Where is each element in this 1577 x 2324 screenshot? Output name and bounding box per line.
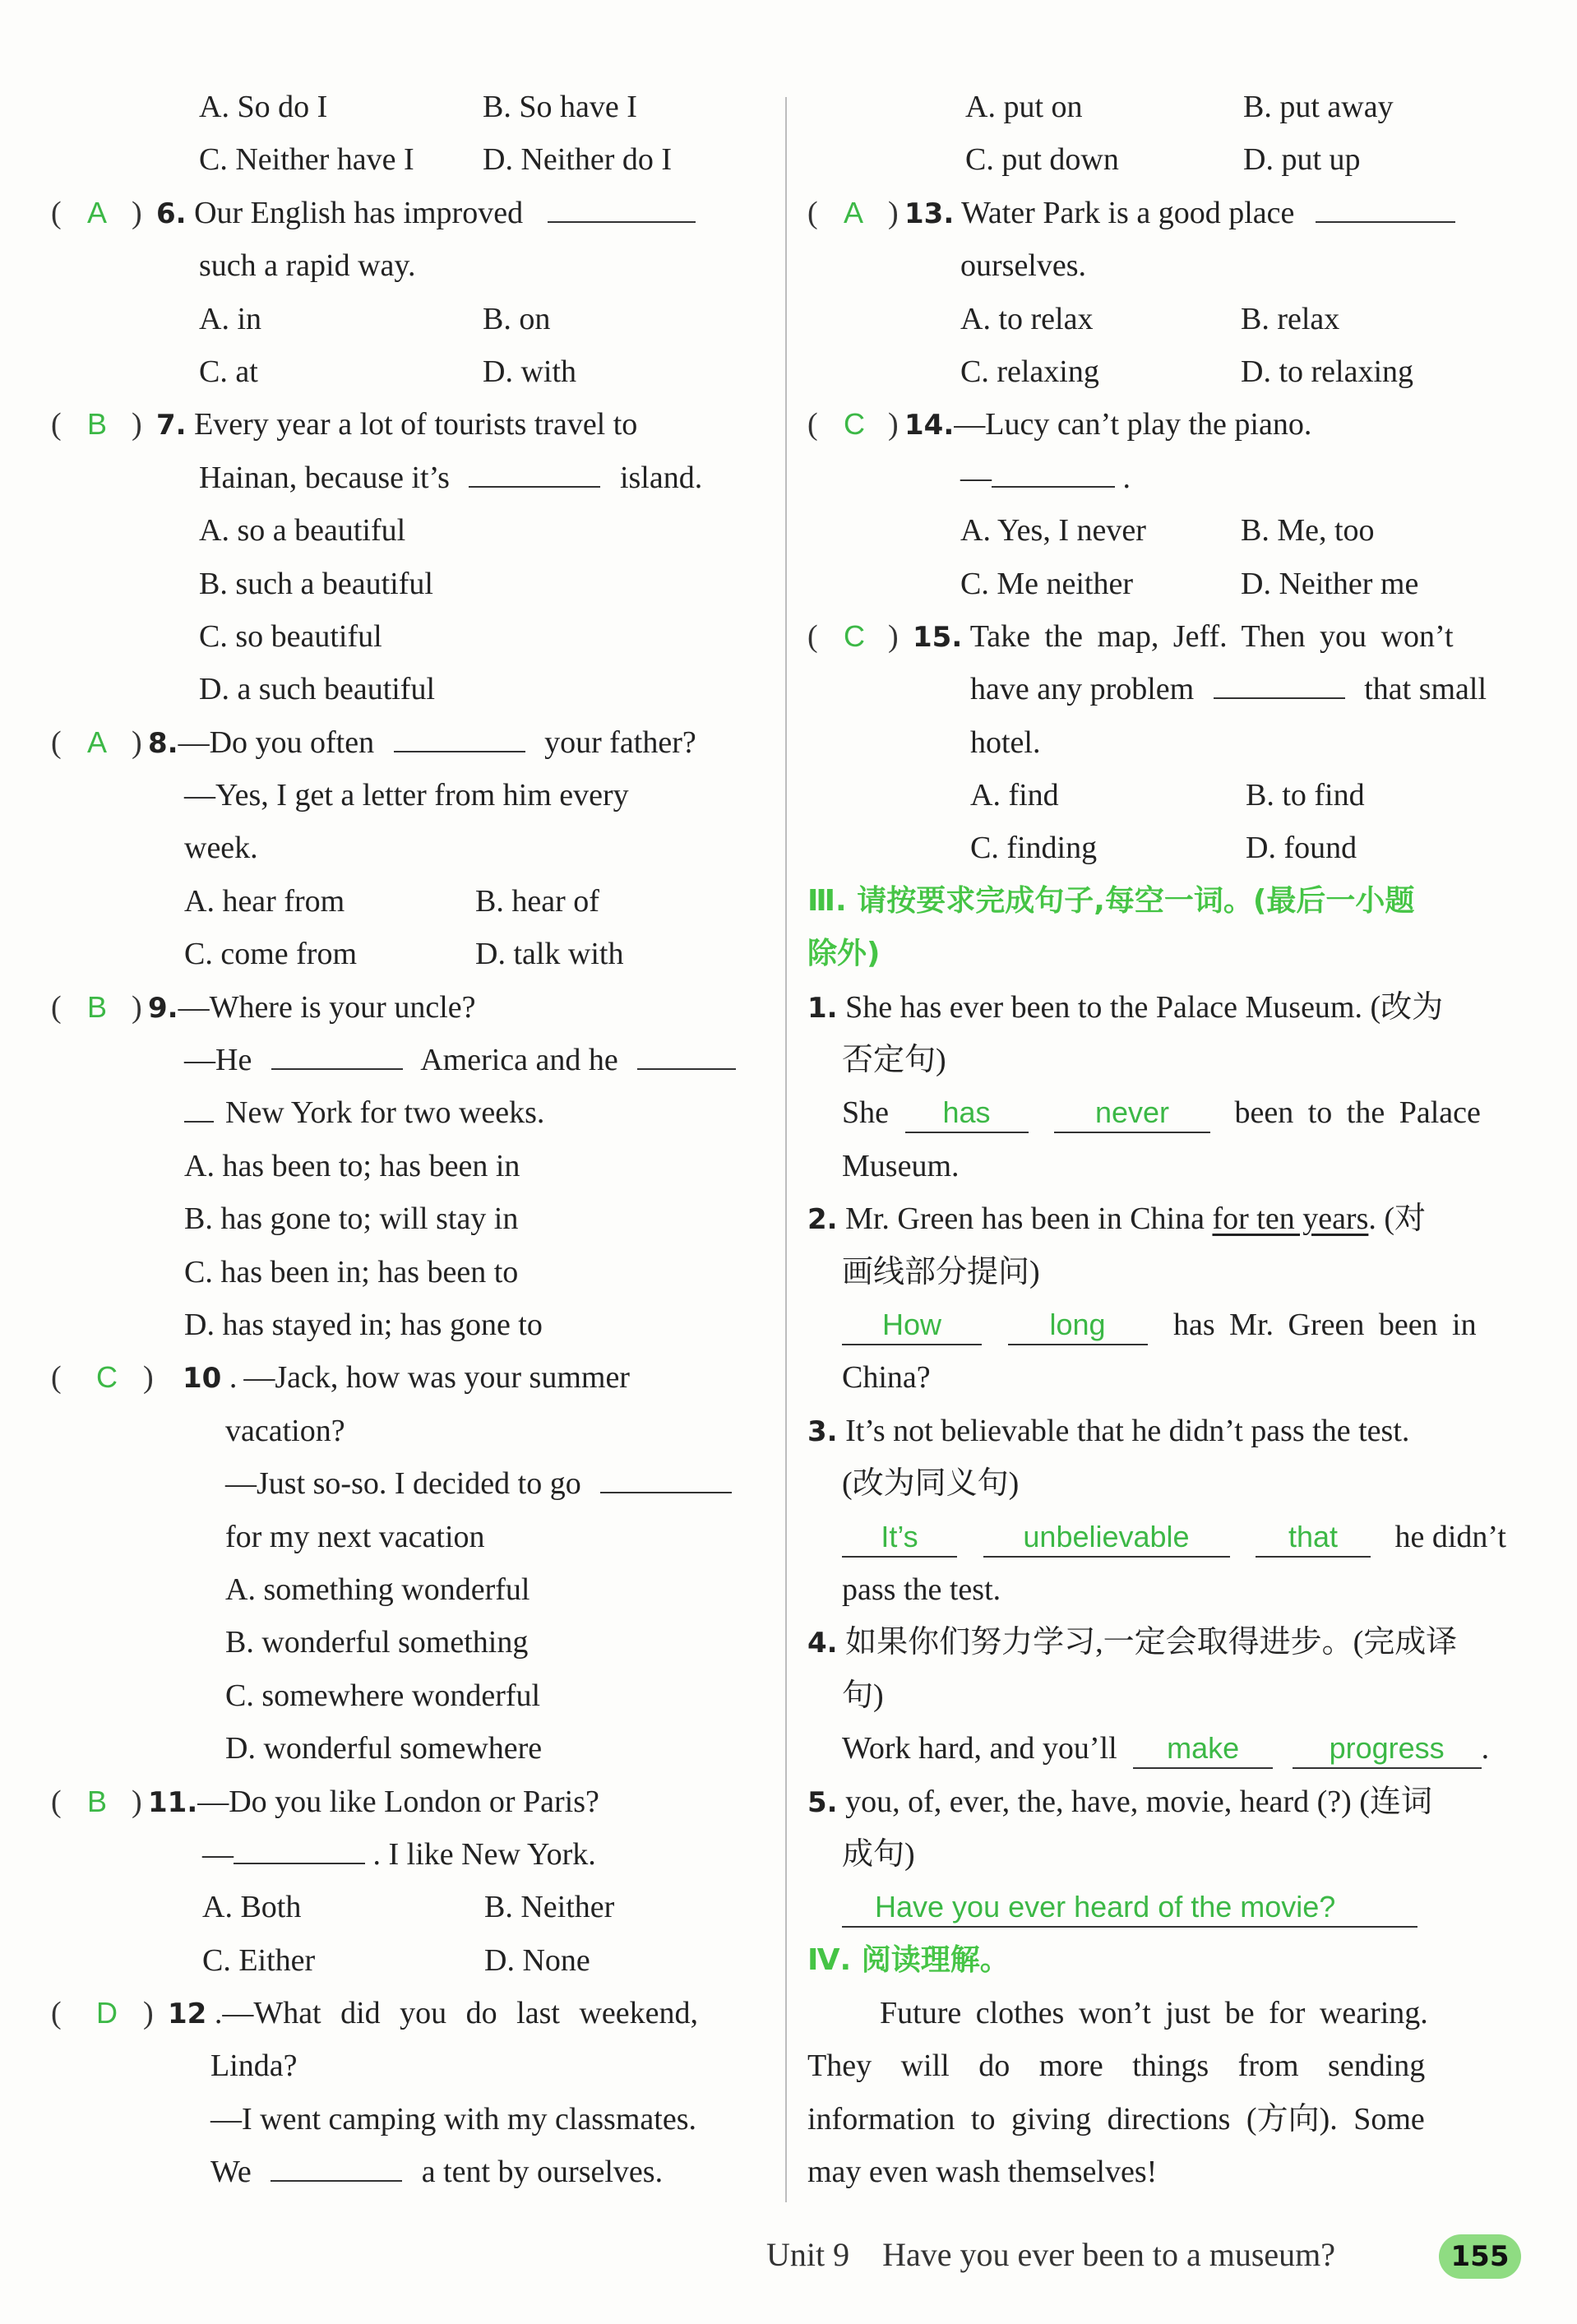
question-11: ( B ) 11.—Do you like London or Paris? <box>51 1775 766 1828</box>
question-13: ( A ) 13. Water Park is a good place <box>807 187 1521 239</box>
question-8: ( A ) 8.—Do you often your father? <box>51 716 766 769</box>
task-text: It’s not believable that he didn’t pass the test. <box>845 1413 1410 1448</box>
question-text: America and he <box>420 1043 618 1078</box>
option: C. somewhere wonderful <box>225 1678 541 1713</box>
task-text: Work hard, and you’ll <box>842 1731 1117 1766</box>
page-footer <box>766 2235 1335 2274</box>
answer-blank <box>1316 190 1455 223</box>
question-text: your father? <box>544 725 696 760</box>
option: D. None <box>484 1942 590 1978</box>
options-row <box>807 504 1521 557</box>
question-15: ( C ) 15. Take the map, Jeff. Then you won’t <box>807 610 1521 663</box>
question-number: 14. <box>904 409 955 442</box>
question-text: such a rapid way. <box>199 248 416 284</box>
filled-answer: that <box>1256 1518 1371 1558</box>
question-number: 15. <box>913 620 963 654</box>
options-row <box>51 928 766 980</box>
options-row <box>807 822 1521 874</box>
task-text: 否定句) <box>842 1043 946 1078</box>
option: B. Neither <box>484 1890 615 1925</box>
option: C. Neither have I <box>199 142 414 178</box>
task-number: 2. <box>807 1203 838 1237</box>
task-text: has Mr. Green been in <box>1173 1307 1477 1342</box>
question-text-line <box>51 1034 766 1086</box>
option: D. Neither do I <box>483 142 673 178</box>
answer: A <box>844 195 864 229</box>
filled-answer: has <box>905 1094 1029 1133</box>
option: B. wonderful something <box>225 1625 529 1660</box>
option: A. to relax <box>960 301 1094 336</box>
option: D. to relaxing <box>1241 354 1414 389</box>
reading-paragraph-line: They will do more things from sending <box>807 2049 1426 2084</box>
section-3-title-cont: 除外) <box>807 937 881 971</box>
task-4 <box>807 1616 1521 1669</box>
question-12: ( D ) 12 .—What did you do last weekend, <box>51 1987 766 2039</box>
filled-answer: make <box>1133 1729 1273 1769</box>
task-text: you, of, ever, the, have, movie, heard (?) (连词 <box>845 1784 1432 1819</box>
option: A. something wonderful <box>225 1572 530 1607</box>
question-text-line <box>51 2146 766 2198</box>
question-text: hotel. <box>970 725 1041 760</box>
question-text: —I went camping with my classmates. <box>210 2101 696 2137</box>
filled-answer: Have you ever heard of the movie? <box>842 1888 1417 1928</box>
question-text: —Jack, how was your summer <box>243 1360 630 1396</box>
task-text: been to the Palace <box>1234 1095 1481 1131</box>
options-row <box>807 293 1521 345</box>
option: B. put away <box>1243 90 1394 124</box>
answer: B <box>87 407 108 442</box>
question-text: Every year a lot of tourists travel to <box>194 407 638 442</box>
option: B. relax <box>1241 301 1340 336</box>
answer-blank <box>271 1037 403 1070</box>
question-number: 6. <box>156 197 187 230</box>
answer: C <box>844 618 865 653</box>
task-text: 画线部分提问) <box>842 1254 1040 1289</box>
question-text: Hainan, because it’s <box>199 460 450 495</box>
task-2 <box>807 1192 1521 1245</box>
option: C. so beautiful <box>199 618 382 654</box>
question-text: Linda? <box>210 2049 298 2084</box>
option: A. put on <box>965 90 1083 124</box>
reading-paragraph-line: information to giving directions (方向). Some <box>807 2101 1425 2137</box>
question-text-line <box>51 1457 766 1510</box>
options-row <box>51 1881 766 1933</box>
question-7: ( B ) 7. Every year a lot of tourists travel to <box>51 398 766 451</box>
filled-answer: progress <box>1293 1729 1482 1769</box>
option: A. Both <box>202 1890 302 1925</box>
question-text-line <box>807 663 1521 715</box>
task-text: She <box>842 1095 889 1131</box>
task-number: 1. <box>807 991 838 1025</box>
answer: A <box>87 195 108 229</box>
question-text: — <box>960 460 992 495</box>
option: D. put up <box>1243 142 1361 178</box>
task-text: 如果你们努力学习,一定会取得进步。(完成译 <box>845 1625 1458 1660</box>
question-text-line <box>51 1086 766 1139</box>
options-row <box>51 1934 766 1987</box>
option: A. so a beautiful <box>199 513 406 549</box>
task-number: 3. <box>807 1414 838 1448</box>
filled-answer: How <box>842 1306 982 1345</box>
option: C. Me neither <box>960 566 1134 601</box>
filled-answer: long <box>1008 1306 1148 1345</box>
task-text: China? <box>842 1360 931 1396</box>
option: D. wonderful somewhere <box>225 1731 543 1766</box>
question-number: 9. <box>148 991 178 1025</box>
question-text-line <box>51 1828 766 1881</box>
question-text: — <box>202 1836 234 1872</box>
option: D. Neither me <box>1241 566 1419 601</box>
answer-blank <box>600 1461 732 1493</box>
question-text: ourselves. <box>960 248 1087 284</box>
question-text: . I like New York. <box>372 1836 596 1872</box>
question-text: have any problem <box>970 672 1195 707</box>
filled-answer: never <box>1054 1094 1210 1133</box>
question-text: Water Park is a good place <box>961 195 1295 230</box>
question-text: a tent by ourselves. <box>421 2155 664 2190</box>
answer: A <box>87 725 108 759</box>
option: D. found <box>1246 831 1357 866</box>
options-row <box>807 81 1521 133</box>
answer-blank <box>271 2149 402 2182</box>
reading-paragraph-line: Future clothes won’t just be for wearing. <box>880 1996 1428 2031</box>
question-text: —He <box>184 1043 252 1078</box>
option: C. has been in; has been to <box>184 1254 519 1289</box>
option: D. a such beautiful <box>199 672 436 707</box>
question-number: 10 <box>183 1362 222 1396</box>
answer: B <box>87 989 108 1024</box>
task-text: . (对 <box>1368 1201 1427 1237</box>
option: C. put down <box>965 142 1119 178</box>
option: B. to find <box>1246 778 1365 813</box>
question-text-line <box>51 451 766 504</box>
options-row <box>807 558 1521 610</box>
options-row <box>51 345 766 398</box>
section-3-title: Ⅲ. 请按要求完成句子,每空一词。(最后一小题 <box>807 883 1415 918</box>
reading-paragraph-line: may even wash themselves! <box>807 2155 1158 2190</box>
question-number: 8. <box>148 726 178 760</box>
question-text: —Do you often <box>178 725 375 760</box>
option: A. in <box>199 301 261 336</box>
question-text: Take the map, Jeff. Then you won’t <box>969 618 1454 654</box>
answer-line <box>807 1511 1521 1563</box>
question-number: 12 <box>168 1998 207 2031</box>
option: D. talk with <box>475 937 624 972</box>
unit-title: Have you ever been to a museum? <box>882 2236 1336 2273</box>
options-row <box>807 769 1521 822</box>
options-row <box>807 133 1521 186</box>
question-text: —What did you do last weekend, <box>222 1996 698 2031</box>
question-number: 13. <box>904 197 955 230</box>
answer-blank <box>1214 666 1345 699</box>
question-text: —Yes, I get a letter from him every <box>184 778 629 813</box>
task-text: he didn’t <box>1394 1519 1506 1554</box>
task-1 <box>807 981 1521 1034</box>
question-text: that small <box>1364 672 1487 707</box>
answer-blank <box>184 1090 214 1123</box>
answer-line <box>807 1722 1521 1775</box>
page-number-badge: 155 <box>1439 2234 1521 2279</box>
task-number: 5. <box>807 1785 838 1819</box>
answer: C <box>844 407 865 442</box>
question-text: We <box>210 2155 252 2190</box>
option: C. finding <box>970 831 1098 866</box>
question-14: ( C ) 14.—Lucy can’t play the piano. <box>807 398 1521 451</box>
question-9: ( B ) 9.—Where is your uncle? <box>51 981 766 1034</box>
question-text: —Lucy can’t play the piano. <box>954 407 1312 442</box>
question-text: vacation? <box>225 1413 345 1448</box>
answer-line <box>807 1881 1521 1933</box>
question-text: —Where is your uncle? <box>178 989 476 1025</box>
question-text: island. <box>619 460 703 495</box>
options-row <box>807 345 1521 398</box>
option: A. has been to; has been in <box>184 1148 520 1183</box>
options-row <box>51 293 766 345</box>
task-text: 成句) <box>842 1836 915 1872</box>
question-number: 7. <box>156 409 187 442</box>
left-column <box>51 81 766 2199</box>
task-text: 句) <box>842 1678 884 1713</box>
option: A. find <box>970 778 1059 813</box>
option: A. So do I <box>199 90 328 124</box>
answer-line <box>807 1086 1521 1139</box>
option: B. hear of <box>475 883 599 919</box>
option: D. has stayed in; has gone to <box>184 1307 543 1342</box>
option: C. come from <box>184 937 358 972</box>
answer-line <box>807 1299 1521 1351</box>
option: D. with <box>483 354 576 389</box>
unit-label: Unit 9 <box>766 2236 850 2273</box>
option: B. on <box>483 301 551 336</box>
options-row <box>51 875 766 928</box>
options-row <box>51 133 766 186</box>
column-divider <box>785 97 787 2202</box>
task-number: 4. <box>807 1627 838 1660</box>
answer: C <box>96 1360 118 1395</box>
option: C. at <box>199 354 258 389</box>
question-text: Our English has improved <box>194 195 524 230</box>
option: C. Either <box>202 1942 316 1978</box>
option: B. has gone to; will stay in <box>184 1201 519 1237</box>
options-row <box>51 81 766 133</box>
option: B. such a beautiful <box>199 566 433 601</box>
filled-answer: unbelievable <box>983 1518 1230 1558</box>
answer-blank <box>469 455 600 488</box>
question-text: for my next vacation <box>225 1519 485 1554</box>
answer-blank <box>394 720 525 752</box>
section-4-title: Ⅳ. 阅读理解。 <box>807 1942 1010 1977</box>
option: A. hear from <box>184 883 345 919</box>
task-text: (改为同义句) <box>842 1466 1020 1502</box>
answer: B <box>87 1784 108 1818</box>
question-text: . <box>1122 460 1131 495</box>
task-text: Museum. <box>842 1148 960 1183</box>
question-6: ( A ) 6. Our English has improved <box>51 187 766 239</box>
question-text: —Just so-so. I decided to go <box>225 1466 581 1502</box>
answer-blank <box>234 1831 365 1864</box>
question-text-line <box>807 451 1521 504</box>
task-3 <box>807 1405 1521 1457</box>
option: B. Me, too <box>1241 513 1375 549</box>
question-10: ( C ) 10 . —Jack, how was your summer <box>51 1351 766 1404</box>
task-text: pass the test. <box>842 1572 1001 1607</box>
task-5 <box>807 1775 1521 1828</box>
answer-blank <box>992 455 1115 488</box>
answer-blank <box>637 1037 736 1070</box>
question-text: week. <box>184 831 258 866</box>
right-column <box>807 81 1521 2199</box>
question-number: 11. <box>148 1785 198 1819</box>
option: A. Yes, I never <box>960 513 1146 549</box>
option: B. So have I <box>483 90 637 124</box>
task-text: . <box>1481 1731 1490 1766</box>
option: C. relaxing <box>960 354 1099 389</box>
answer-blank <box>548 190 696 223</box>
question-text: —Do you like London or Paris? <box>197 1784 599 1819</box>
answer: D <box>96 1996 118 2030</box>
task-text: She has ever been to the Palace Museum. (改为 <box>845 989 1444 1025</box>
task-text: Mr. Green has been in China <box>845 1201 1205 1237</box>
underlined-phrase: for ten years <box>1212 1201 1369 1237</box>
filled-answer: It’s <box>842 1518 957 1558</box>
question-text: New York for two weeks. <box>225 1095 545 1131</box>
